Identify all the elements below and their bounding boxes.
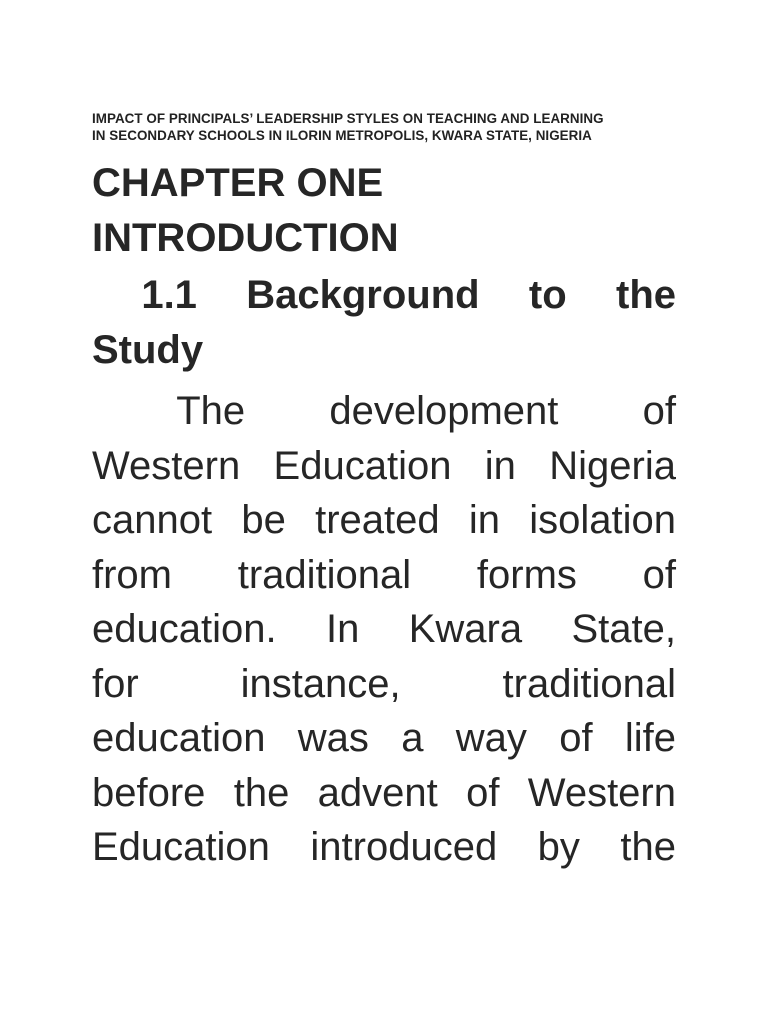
- body-line-6: for instance, traditional: [92, 661, 676, 706]
- body-line-3: cannot be treated in isolation: [92, 498, 676, 542]
- body-line-4: from traditional forms of: [92, 552, 676, 597]
- document-title-line-1: IMPACT OF PRINCIPALS’ LEADERSHIP STYLES ON TEACHING AND LEARNING: [92, 111, 604, 126]
- document-title: [92, 110, 676, 144]
- section-heading-line-2: Study: [92, 328, 204, 372]
- body-line-2: Western Education in Nigeria: [92, 443, 676, 488]
- body-line-5: education. In Kwara State,: [92, 607, 676, 651]
- section-heading-line-1: 1.1 Background to the: [92, 273, 676, 317]
- body-line-1: The development of: [92, 389, 676, 433]
- chapter-heading: CHAPTER ONE: [92, 161, 384, 205]
- chapter-subtitle: INTRODUCTION: [92, 216, 399, 260]
- body-paragraph: [92, 384, 676, 875]
- body-line-8: before the advent of Western: [92, 770, 676, 815]
- document-title-line-2: IN SECONDARY SCHOOLS IN ILORIN METROPOLIS, KWARA STATE, NIGERIA: [92, 128, 592, 143]
- body-line-9: Education introduced by the: [92, 825, 676, 869]
- body-line-7: education was a way of life: [92, 716, 676, 760]
- section-heading: [92, 268, 676, 378]
